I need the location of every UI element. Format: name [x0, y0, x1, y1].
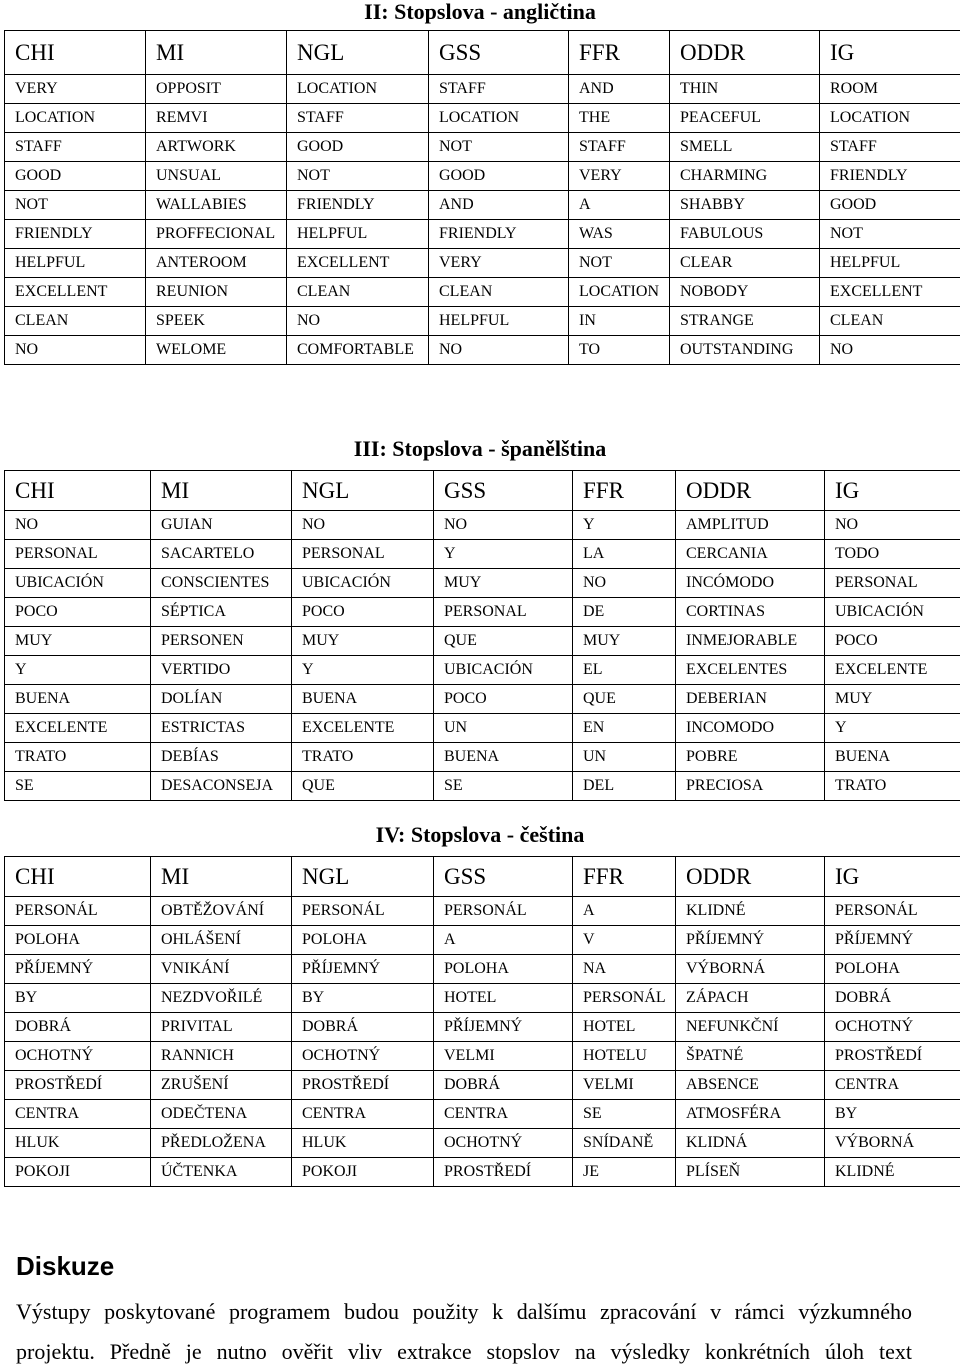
table-cell: PERSONÁL [573, 984, 676, 1013]
table-cell: TRATO [292, 743, 434, 772]
table-cell: PROSTŘEDÍ [292, 1071, 434, 1100]
column-header-chi: CHI [5, 31, 146, 75]
table-row [5, 220, 960, 249]
table-cell: SE [573, 1100, 676, 1129]
table-cell: PRECIOSA [676, 772, 825, 801]
table-row [5, 1013, 960, 1042]
table-cell: FRIENDLY [5, 220, 146, 249]
table-cell: EN [573, 714, 676, 743]
table-cell: TRATO [5, 743, 151, 772]
table-cell: SNÍDANĚ [573, 1129, 676, 1158]
table-cell: UN [434, 714, 573, 743]
table-cell: NO [434, 511, 573, 540]
table-cell: QUE [434, 627, 573, 656]
discussion-heading: Diskuze [16, 1250, 114, 1282]
stopwords-table-english [4, 30, 960, 365]
table-cell: INCÓMODO [676, 569, 825, 598]
table-cell: ODEČTENA [151, 1100, 292, 1129]
table-cell: JE [573, 1158, 676, 1187]
table-cell: DOBRÁ [434, 1071, 573, 1100]
table-cell: CONSCIENTES [151, 569, 292, 598]
table-cell: AMPLITUD [676, 511, 825, 540]
table-cell: ABSENCE [676, 1071, 825, 1100]
table-cell: KLIDNÉ [825, 1158, 960, 1187]
table-cell: VÝBORNÁ [676, 955, 825, 984]
column-header-gss: GSS [429, 31, 569, 75]
column-header-ig: IG [825, 471, 960, 511]
stopwords-table-spanish [4, 470, 960, 801]
table-cell: PEACEFUL [670, 104, 820, 133]
table-cell: HOTELU [573, 1042, 676, 1071]
table-cell: Y [434, 540, 573, 569]
table-cell: EXCELENTE [5, 714, 151, 743]
table-cell: UBICACIÓN [5, 569, 151, 598]
table-cell: NOT [287, 162, 429, 191]
table-cell: EXCELLENT [5, 278, 146, 307]
table-cell: POKOJI [292, 1158, 434, 1187]
table-cell: INMEJORABLE [676, 627, 825, 656]
table-cell: Y [5, 656, 151, 685]
table-cell: HELPFUL [5, 249, 146, 278]
table-row [5, 278, 960, 307]
column-header-chi: CHI [5, 471, 151, 511]
table-row [5, 511, 960, 540]
table-cell: NO [429, 336, 569, 365]
table-cell: CERCANIA [676, 540, 825, 569]
table-cell: POCO [434, 685, 573, 714]
table-cell: POCO [292, 598, 434, 627]
column-header-ngl: NGL [287, 31, 429, 75]
table-cell: BUENA [434, 743, 573, 772]
column-header-ig: IG [820, 31, 960, 75]
table-row [5, 984, 960, 1013]
table-cell: GOOD [820, 191, 960, 220]
table-cell: COMFORTABLE [287, 336, 429, 365]
table-cell: NOT [569, 249, 670, 278]
table-row [5, 627, 960, 656]
table-cell: TRATO [825, 772, 960, 801]
table-cell: AND [429, 191, 569, 220]
table-cell: MUY [292, 627, 434, 656]
table-cell: FRIENDLY [820, 162, 960, 191]
column-header-ngl: NGL [292, 857, 434, 897]
table-cell: STAFF [820, 133, 960, 162]
table-row [5, 1071, 960, 1100]
table-cell: STAFF [287, 104, 429, 133]
table-row [5, 191, 960, 220]
table-cell: LOCATION [429, 104, 569, 133]
table-cell: GOOD [287, 133, 429, 162]
table-row [5, 336, 960, 365]
table-cell: HELPFUL [820, 249, 960, 278]
table-cell: EXCELLENT [287, 249, 429, 278]
table-cell: ARTWORK [146, 133, 287, 162]
table-cell: FABULOUS [670, 220, 820, 249]
table-cell: DOLÍAN [151, 685, 292, 714]
table-cell: NO [292, 511, 434, 540]
table-cell: OHLÁŠENÍ [151, 926, 292, 955]
table-cell: POLOHA [292, 926, 434, 955]
table-cell: CLEAN [820, 307, 960, 336]
table-cell: CLEAN [5, 307, 146, 336]
table-cell: Y [292, 656, 434, 685]
table-row [5, 714, 960, 743]
table-row [5, 1042, 960, 1071]
table-cell: OCHOTNÝ [292, 1042, 434, 1071]
table-cell: POCO [5, 598, 151, 627]
table-cell: PROSTŘEDÍ [825, 1042, 960, 1071]
table-row [5, 133, 960, 162]
table-cell: MUY [573, 627, 676, 656]
table-cell: BY [292, 984, 434, 1013]
table-cell: VELMI [434, 1042, 573, 1071]
table-cell: PŘEDLOŽENA [151, 1129, 292, 1158]
column-header-ngl: NGL [292, 471, 434, 511]
table-cell: NOT [5, 191, 146, 220]
table-cell: UBICACIÓN [825, 598, 960, 627]
table-cell: NO [5, 336, 146, 365]
table-cell: FRIENDLY [287, 191, 429, 220]
table-cell: WALLABIES [146, 191, 287, 220]
table-cell: PERSONEN [151, 627, 292, 656]
table-cell: REMVI [146, 104, 287, 133]
table-cell: BUENA [5, 685, 151, 714]
table-row [5, 569, 960, 598]
table-cell: NO [825, 511, 960, 540]
table-cell: FRIENDLY [429, 220, 569, 249]
table-cell: PROSTŘEDÍ [5, 1071, 151, 1100]
table-cell: SPEEK [146, 307, 287, 336]
table-cell: VERY [429, 249, 569, 278]
table-row [5, 162, 960, 191]
table-cell: NA [573, 955, 676, 984]
table-cell: NOT [820, 220, 960, 249]
table-cell: OCHOTNÝ [434, 1129, 573, 1158]
table-cell: VERY [5, 75, 146, 104]
table-cell: ŠPATNÉ [676, 1042, 825, 1071]
table-cell: EL [573, 656, 676, 685]
column-header-gss: GSS [434, 857, 573, 897]
table-row [5, 75, 960, 104]
table-cell: CENTRA [5, 1100, 151, 1129]
table-cell: BY [825, 1100, 960, 1129]
section-title-spanish: III: Stopslova - španělština [0, 437, 960, 461]
table-cell: LOCATION [820, 104, 960, 133]
table-cell: OCHOTNÝ [5, 1042, 151, 1071]
table-cell: HOTEL [573, 1013, 676, 1042]
table-row [5, 743, 960, 772]
table-cell: A [573, 897, 676, 926]
table-header-row [5, 857, 960, 897]
table-cell: MUY [434, 569, 573, 598]
table-cell: SHABBY [670, 191, 820, 220]
table-cell: SACARTELO [151, 540, 292, 569]
table-cell: CLEAN [287, 278, 429, 307]
column-header-gss: GSS [434, 471, 573, 511]
table-cell: A [569, 191, 670, 220]
table-row [5, 897, 960, 926]
section-title-czech: IV: Stopslova - čeština [0, 823, 960, 847]
table-cell: POKOJI [5, 1158, 151, 1187]
table-header-row [5, 31, 960, 75]
table-cell: HELPFUL [429, 307, 569, 336]
table-cell: PŘÍJEMNÝ [292, 955, 434, 984]
table-cell: PERSONAL [825, 569, 960, 598]
table-cell: Y [573, 511, 676, 540]
table-cell: KLIDNÉ [676, 897, 825, 926]
table-cell: INCOMODO [676, 714, 825, 743]
table-cell: OPPOSIT [146, 75, 287, 104]
table-cell: TO [569, 336, 670, 365]
table-header-row [5, 471, 960, 511]
table-cell: QUE [573, 685, 676, 714]
column-header-chi: CHI [5, 857, 151, 897]
table-cell: ATMOSFÉRA [676, 1100, 825, 1129]
table-cell: GUIAN [151, 511, 292, 540]
table-cell: CHARMING [670, 162, 820, 191]
table-cell: OCHOTNÝ [825, 1013, 960, 1042]
table-cell: NO [820, 336, 960, 365]
table-cell: NO [5, 511, 151, 540]
table-cell: POLOHA [434, 955, 573, 984]
table-cell: TODO [825, 540, 960, 569]
table-cell: UBICACIÓN [434, 656, 573, 685]
table-cell: NEZDVOŘILÉ [151, 984, 292, 1013]
table-cell: GOOD [429, 162, 569, 191]
table-cell: LOCATION [287, 75, 429, 104]
table-row [5, 598, 960, 627]
table-cell: DOBRÁ [292, 1013, 434, 1042]
table-cell: SE [434, 772, 573, 801]
table-cell: PROSTŘEDÍ [434, 1158, 573, 1187]
table-cell: A [434, 926, 573, 955]
discussion-paragraph [16, 1292, 912, 1372]
table-cell: UBICACIÓN [292, 569, 434, 598]
table-row [5, 926, 960, 955]
table-cell: PERSONÁL [434, 897, 573, 926]
table-cell: STAFF [5, 133, 146, 162]
table-cell: LOCATION [5, 104, 146, 133]
column-header-mi: MI [151, 857, 292, 897]
column-header-oddr: ODDR [670, 31, 820, 75]
table-cell: ESTRICTAS [151, 714, 292, 743]
table-cell: CENTRA [292, 1100, 434, 1129]
stopwords-table-czech [4, 856, 960, 1187]
table-cell: THE [569, 104, 670, 133]
table-cell: ZÁPACH [676, 984, 825, 1013]
table-cell: WAS [569, 220, 670, 249]
table-cell: DEBÍAS [151, 743, 292, 772]
table-cell: STAFF [429, 75, 569, 104]
table-cell: HLUK [5, 1129, 151, 1158]
table-cell: HLUK [292, 1129, 434, 1158]
table-cell: LA [573, 540, 676, 569]
table-cell: QUE [292, 772, 434, 801]
discussion-line: Výstupy poskytované programem budou použity k dalšímu zpracování v rámci výzkumného [16, 1292, 912, 1332]
table-row [5, 249, 960, 278]
table-row [5, 1100, 960, 1129]
table-cell: PERSONÁL [5, 897, 151, 926]
table-cell: PERSONAL [5, 540, 151, 569]
table-cell: PŘÍJEMNÝ [5, 955, 151, 984]
table-cell: PERSONAL [434, 598, 573, 627]
table-cell: IN [569, 307, 670, 336]
table-cell: ROOM [820, 75, 960, 104]
table-cell: PŘÍJEMNÝ [825, 926, 960, 955]
table-cell: STAFF [569, 133, 670, 162]
table-cell: ZRUŠENÍ [151, 1071, 292, 1100]
table-cell: MUY [5, 627, 151, 656]
table-cell: CLEAN [429, 278, 569, 307]
table-cell: Y [825, 714, 960, 743]
table-cell: BUENA [292, 685, 434, 714]
table-cell: PERSONÁL [825, 897, 960, 926]
table-cell: VELMI [573, 1071, 676, 1100]
table-cell: POLOHA [825, 955, 960, 984]
table-cell: SÉPTICA [151, 598, 292, 627]
table-cell: SMELL [670, 133, 820, 162]
table-cell: CLEAR [670, 249, 820, 278]
table-cell: POLOHA [5, 926, 151, 955]
table-cell: VERTIDO [151, 656, 292, 685]
table-cell: GOOD [5, 162, 146, 191]
table-row [5, 955, 960, 984]
table-row [5, 307, 960, 336]
table-cell: V [573, 926, 676, 955]
table-cell: SE [5, 772, 151, 801]
discussion-line: projektu. Předně je nutno ověřit vliv extrakce stopslov na výsledky konkrétních úloh text [16, 1332, 912, 1372]
table-cell: WELOME [146, 336, 287, 365]
table-row [5, 772, 960, 801]
table-cell: PŘÍJEMNÝ [434, 1013, 573, 1042]
section-title-english: II: Stopslova - angličtina [0, 0, 960, 24]
table-cell: DOBRÁ [5, 1013, 151, 1042]
table-cell: NO [573, 569, 676, 598]
table-cell: UN [573, 743, 676, 772]
table-cell: OBTĚŽOVÁNÍ [151, 897, 292, 926]
table-cell: HELPFUL [287, 220, 429, 249]
column-header-ffr: FFR [573, 471, 676, 511]
table-cell: NEFUNKČNÍ [676, 1013, 825, 1042]
table-cell: ÚČTENKA [151, 1158, 292, 1187]
table-row [5, 104, 960, 133]
table-cell: PŘÍJEMNÝ [676, 926, 825, 955]
table-cell: DEBERIAN [676, 685, 825, 714]
table-cell: VÝBORNÁ [825, 1129, 960, 1158]
table-row [5, 656, 960, 685]
table-cell: AND [569, 75, 670, 104]
table-cell: KLIDNÁ [676, 1129, 825, 1158]
table-cell: PRIVITAL [151, 1013, 292, 1042]
table-cell: EXCELLENT [820, 278, 960, 307]
table-cell: PERSONAL [292, 540, 434, 569]
table-cell: LOCATION [569, 278, 670, 307]
table-cell: DE [573, 598, 676, 627]
table-cell: HOTEL [434, 984, 573, 1013]
table-cell: CENTRA [825, 1071, 960, 1100]
table-cell: DESACONSEJA [151, 772, 292, 801]
table-cell: UNSUAL [146, 162, 287, 191]
table-cell: EXCELENTE [292, 714, 434, 743]
table-cell: OUTSTANDING [670, 336, 820, 365]
column-header-oddr: ODDR [676, 857, 825, 897]
table-cell: ANTEROOM [146, 249, 287, 278]
column-header-oddr: ODDR [676, 471, 825, 511]
table-cell: DEL [573, 772, 676, 801]
table-cell: VNIKÁNÍ [151, 955, 292, 984]
table-cell: PLÍSEŇ [676, 1158, 825, 1187]
column-header-mi: MI [151, 471, 292, 511]
table-cell: BY [5, 984, 151, 1013]
table-cell: CORTINAS [676, 598, 825, 627]
column-header-ffr: FFR [569, 31, 670, 75]
table-cell: MUY [825, 685, 960, 714]
table-cell: POBRE [676, 743, 825, 772]
table-cell: NOT [429, 133, 569, 162]
table-cell: EXCELENTES [676, 656, 825, 685]
table-cell: STRANGE [670, 307, 820, 336]
column-header-ffr: FFR [573, 857, 676, 897]
table-cell: PROFFECIONAL [146, 220, 287, 249]
table-cell: PERSONÁL [292, 897, 434, 926]
table-cell: REUNION [146, 278, 287, 307]
table-cell: RANNICH [151, 1042, 292, 1071]
table-row [5, 1158, 960, 1187]
table-cell: CENTRA [434, 1100, 573, 1129]
column-header-ig: IG [825, 857, 960, 897]
table-cell: EXCELENTE [825, 656, 960, 685]
table-cell: VERY [569, 162, 670, 191]
column-header-mi: MI [146, 31, 287, 75]
table-row [5, 685, 960, 714]
table-cell: POCO [825, 627, 960, 656]
table-row [5, 1129, 960, 1158]
table-cell: THIN [670, 75, 820, 104]
table-cell: DOBRÁ [825, 984, 960, 1013]
table-row [5, 540, 960, 569]
table-cell: NOBODY [670, 278, 820, 307]
table-cell: NO [287, 307, 429, 336]
table-cell: BUENA [825, 743, 960, 772]
